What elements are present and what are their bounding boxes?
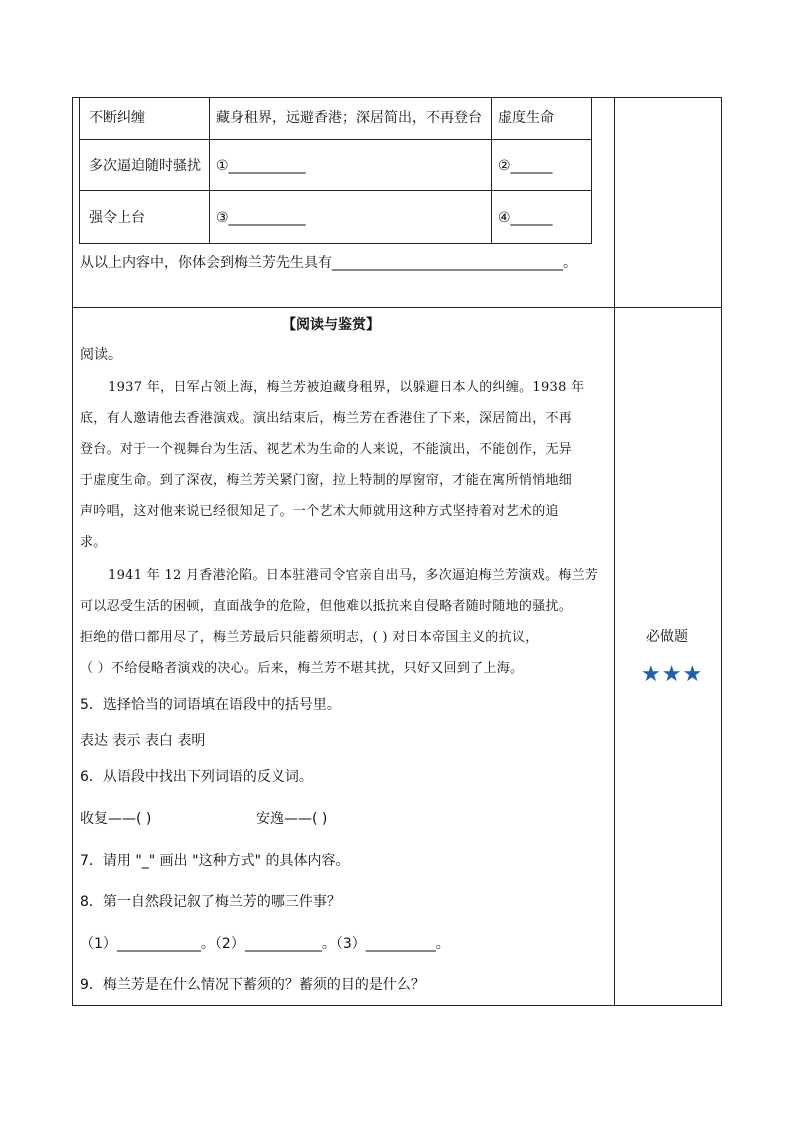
table-cell: 藏身租界，远避香港；深居简出，不再登台: [216, 110, 482, 126]
answer-table: [79, 97, 592, 244]
question-6-blank-a[interactable]: 收复——( ): [80, 811, 152, 827]
difficulty-stars-icon: ★★★: [641, 662, 704, 687]
passage-line: 声吟唱，这对他来说已经很知足了。一个艺术大师就用这种方式坚持着对艺术的追: [80, 504, 559, 519]
column-divider: [614, 97, 615, 1006]
question-7: 7．请用 "_" 画出 "这种方式" 的具体内容。: [80, 853, 350, 869]
question-8: 8．第一自然段记叙了梅兰芳的哪三件事？: [80, 894, 341, 910]
summary-line[interactable]: 从以上内容中，你体会到梅兰芳先生具有_________________________________。: [80, 255, 577, 271]
blank-3[interactable]: ③___________: [216, 210, 306, 226]
table-cell: 多次逼迫随时骚扰: [89, 158, 201, 174]
section-title: 【阅读与鉴赏】: [282, 317, 380, 333]
question-8-blanks[interactable]: （1）____________。（2）___________。（3）__________。: [80, 936, 450, 952]
passage-line: 1941 年 12 月香港沦陷。日本驻港司令官亲自出马，多次逼迫梅兰芳演戏。梅兰芳: [108, 568, 599, 583]
passage-line: 于虚度生命。到了深夜，梅兰芳关紧门窗，拉上特制的厚窗帘，才能在寓所悄悄地细: [80, 473, 573, 488]
table-cell: 强令上台: [89, 210, 145, 226]
question-5-options: 表达 表示 表白 表明: [80, 733, 206, 749]
blank-1[interactable]: ①___________: [216, 158, 306, 174]
row-divider: [72, 307, 722, 308]
required-label: 必做题: [646, 629, 688, 645]
passage-line: 可以忍受生活的困顿，直面战争的危险，但他难以抵抗来自侵略者随时随地的骚扰。: [80, 599, 573, 614]
passage-line: 求。: [80, 535, 107, 550]
table-cell: 虚度生命: [498, 110, 554, 126]
question-5: 5．选择恰当的词语填在语段中的括号里。: [80, 697, 341, 713]
question-6-blank-b[interactable]: 安逸——( ): [256, 811, 328, 827]
passage-line: 登台。对于一个视舞台为生活、视艺术为生命的人来说，不能演出，不能创作，无异: [80, 442, 573, 457]
table-cell: 不断纠缠: [89, 110, 145, 126]
question-6: 6．从语段中找出下列词语的反义词。: [80, 769, 313, 785]
blank-2[interactable]: ②______: [498, 158, 553, 174]
passage-line: 拒绝的借口都用尽了，梅兰芳最后只能蓄须明志，( ) 对日本帝国主义的抗议，: [80, 630, 539, 645]
read-label: 阅读。: [80, 347, 122, 363]
passage-line: 1937 年，日军占领上海，梅兰芳被迫藏身租界，以躲避日本人的纠缠。1938 年: [108, 380, 585, 395]
blank-4[interactable]: ④______: [498, 210, 553, 226]
question-9: 9．梅兰芳是在什么情况下蓄须的？蓄须的目的是什么？: [80, 977, 425, 993]
passage-line: 底，有人邀请他去香港演戏。演出结束后，梅兰芳在香港住了下来，深居简出，不再: [80, 411, 573, 426]
passage-line: （ ）不给侵略者演戏的决心。后来，梅兰芳不堪其扰，只好又回到了上海。: [80, 661, 524, 676]
